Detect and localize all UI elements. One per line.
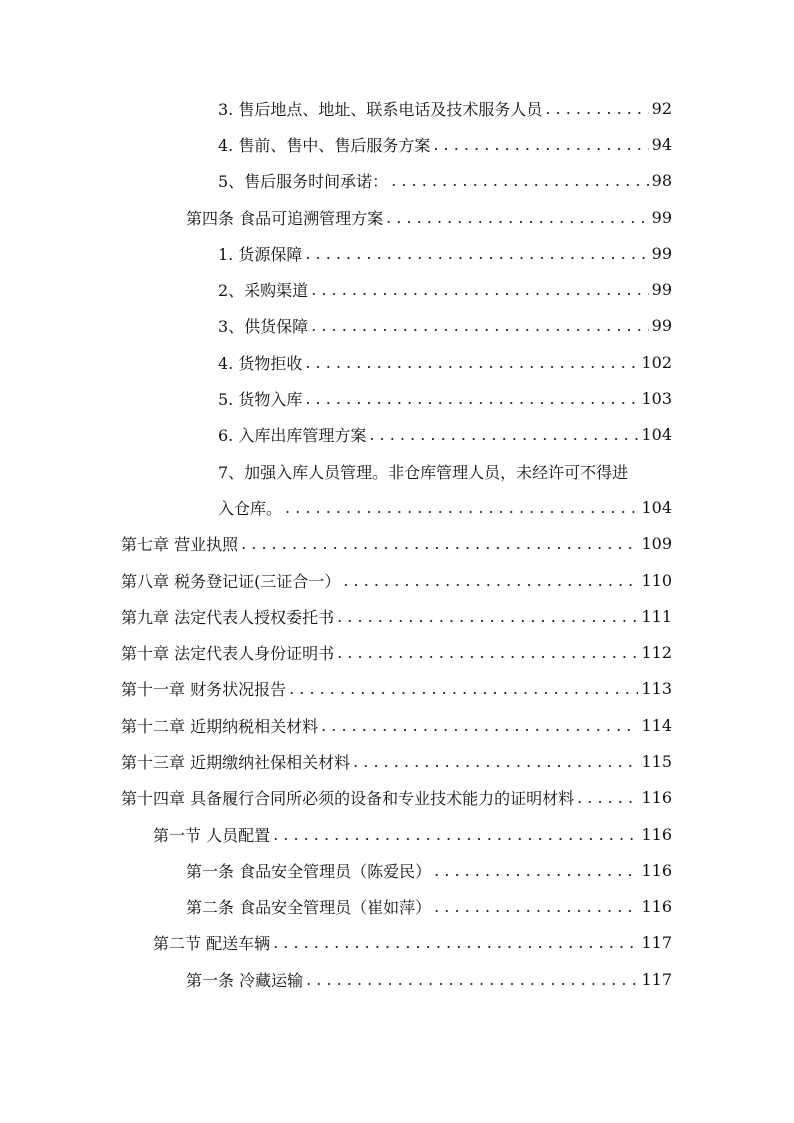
- toc-entry[interactable]: [121, 671, 672, 707]
- toc-entry-title: 7、加强入库人员管理。非仓库管理人员，未经许可不得进: [218, 462, 629, 482]
- toc-entry-page: 92: [651, 98, 672, 118]
- dot-leader: [386, 208, 649, 227]
- toc-entry-page: 112: [641, 643, 672, 663]
- toc-entry-title: 第四条 食品可追溯管理方案: [186, 208, 384, 228]
- toc-entry-page: 99: [651, 280, 672, 300]
- toc-entry-title: 1. 货源保障: [218, 244, 303, 264]
- toc-entry-title: 第七章 营业执照: [121, 535, 239, 555]
- dot-leader: [285, 498, 638, 517]
- toc-entry-page: 111: [641, 606, 672, 626]
- toc-entry[interactable]: [186, 961, 672, 997]
- toc-entry[interactable]: [121, 743, 672, 779]
- toc-entry-title: 5、售后服务时间承诺：: [218, 172, 389, 192]
- dot-leader: [337, 607, 638, 626]
- dot-leader: [343, 571, 638, 590]
- toc-entry[interactable]: [121, 634, 672, 670]
- toc-entry[interactable]: [186, 889, 672, 925]
- toc-entry-title: 第十一章 财务状况报告: [121, 680, 287, 700]
- dot-leader: [337, 643, 638, 662]
- toc-entry-page: 103: [641, 389, 672, 409]
- toc-entry-page: 116: [641, 824, 672, 844]
- toc-entry-title: 2、采购渠道: [218, 281, 309, 301]
- toc-entry-page: 102: [641, 352, 672, 372]
- dot-leader: [305, 353, 638, 372]
- dot-leader: [353, 752, 638, 771]
- dot-leader: [369, 425, 638, 444]
- dot-leader: [434, 897, 638, 916]
- toc-entry-title: 第一条 冷藏运输: [186, 970, 304, 990]
- toc-entry-title: 4. 售前、售中、售后服务方案: [218, 135, 431, 155]
- toc-entry[interactable]: [186, 852, 672, 888]
- toc-entry[interactable]: [218, 489, 672, 525]
- toc-entry-page: 116: [641, 897, 672, 917]
- toc-entry[interactable]: [121, 780, 672, 816]
- toc-entry-page: 114: [641, 715, 672, 735]
- dot-leader: [321, 716, 638, 735]
- toc-entry-title: 3. 售后地点、地址、联系电话及技术服务人员: [218, 99, 543, 119]
- dot-leader: [545, 99, 648, 118]
- dot-leader: [434, 861, 638, 880]
- toc-entry-title: 3、供货保障: [218, 317, 309, 337]
- toc-entry-title: 第一节 人员配置: [153, 825, 271, 845]
- toc-entry[interactable]: [121, 598, 672, 634]
- toc-entry[interactable]: [153, 816, 672, 852]
- toc-entry-page: 99: [651, 207, 672, 227]
- toc-entry-page: 117: [641, 969, 672, 989]
- toc-entry-page: 116: [641, 860, 672, 880]
- toc-entry-page: 94: [651, 134, 672, 154]
- toc-entry-page: 104: [641, 425, 672, 445]
- dot-leader: [289, 679, 638, 698]
- dot-leader: [391, 171, 648, 190]
- dot-leader: [306, 970, 638, 989]
- dot-leader: [577, 788, 638, 807]
- toc-entry-title: 第二条 食品安全管理员（崔如萍）: [186, 898, 432, 918]
- toc-entry-title: 第十三章 近期缴纳社保相关材料: [121, 752, 351, 772]
- toc-entry-title: 第一条 食品安全管理员（陈爱民）: [186, 861, 432, 881]
- toc-entry[interactable]: [218, 417, 672, 453]
- toc-entry-title: 第八章 税务登记证(三证合一）: [121, 571, 341, 591]
- toc-entry-title: 6. 入库出库管理方案: [218, 426, 367, 446]
- dot-leader: [241, 534, 638, 553]
- toc-entry[interactable]: [121, 707, 672, 743]
- dot-leader: [273, 825, 638, 844]
- toc-entry-page: 116: [641, 788, 672, 808]
- toc-entry-page: 104: [641, 497, 672, 517]
- toc-entry-page: 99: [651, 243, 672, 263]
- toc-entry-title: 第十章 法定代表人身份证明书: [121, 644, 335, 664]
- dot-leader: [305, 244, 648, 263]
- dot-leader: [305, 389, 638, 408]
- toc-entry-page: 98: [651, 171, 672, 191]
- toc-entry[interactable]: [218, 90, 672, 126]
- toc-entry-title: 第九章 法定代表人授权委托书: [121, 607, 335, 627]
- toc-entry-title: 入仓库。: [218, 498, 283, 518]
- toc-entry[interactable]: [153, 925, 672, 961]
- toc-entry-title: 第二节 配送车辆: [153, 934, 271, 954]
- toc-entry[interactable]: [121, 562, 672, 598]
- dot-leader: [273, 933, 638, 952]
- toc-entry[interactable]: [218, 453, 672, 489]
- toc-entry[interactable]: [218, 163, 672, 199]
- toc-entry[interactable]: [218, 271, 672, 307]
- toc-entry-title: 5. 货物入库: [218, 390, 303, 410]
- dot-leader: [433, 135, 648, 154]
- toc-entry[interactable]: [218, 344, 672, 380]
- toc-entry-page: 117: [641, 933, 672, 953]
- table-of-contents: [0, 90, 794, 997]
- toc-entry-page: 99: [651, 316, 672, 336]
- toc-entry[interactable]: [218, 126, 672, 162]
- toc-entry[interactable]: [186, 199, 672, 235]
- toc-entry-title: 第十二章 近期纳税相关材料: [121, 716, 319, 736]
- toc-entry-title: 4. 货物拒收: [218, 353, 303, 373]
- dot-leader: [311, 280, 648, 299]
- toc-entry-page: 113: [641, 679, 672, 699]
- toc-entry-page: 110: [641, 570, 672, 590]
- toc-entry-page: 109: [641, 534, 672, 554]
- toc-entry-title: 第十四章 具备履行合同所必须的设备和专业技术能力的证明材料: [121, 789, 575, 809]
- toc-entry-page: 115: [641, 751, 672, 771]
- toc-entry[interactable]: [121, 526, 672, 562]
- toc-entry[interactable]: [218, 380, 672, 416]
- toc-entry[interactable]: [218, 308, 672, 344]
- dot-leader: [311, 316, 648, 335]
- toc-entry[interactable]: [218, 235, 672, 271]
